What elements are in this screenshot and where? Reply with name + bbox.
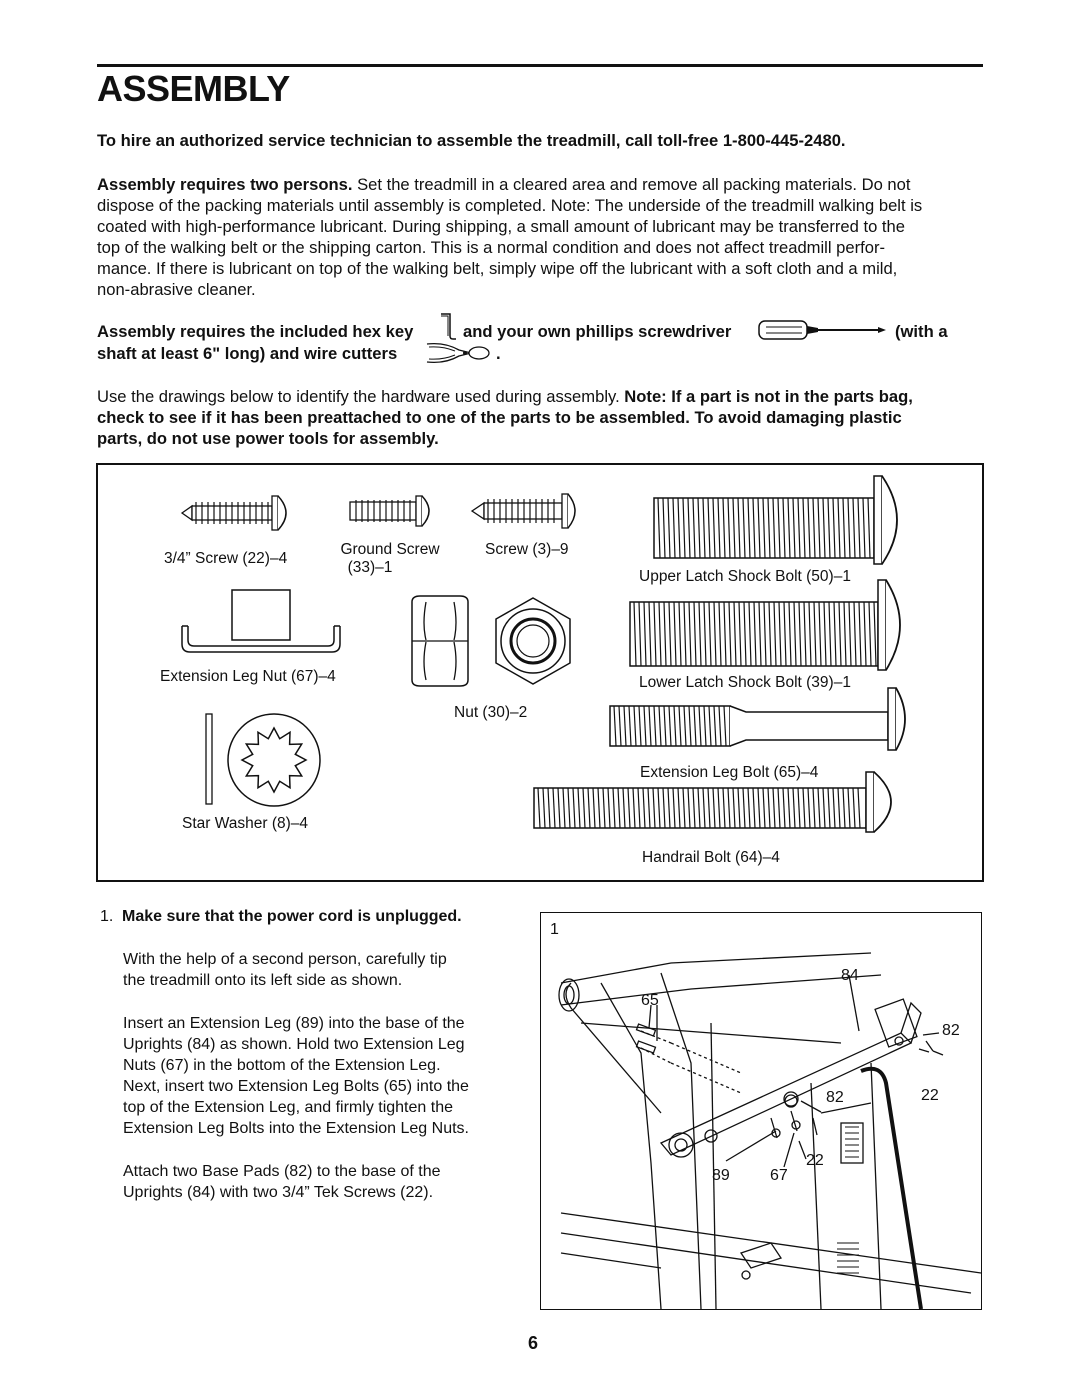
callout-82-center: 82: [826, 1089, 844, 1106]
step1-number: 1.: [100, 908, 114, 925]
step1-para1-line2: the treadmill onto its left side as shown.: [123, 972, 403, 989]
label-handrail-bolt: Handrail Bolt (64)–4: [642, 849, 780, 866]
screwdriver-icon: [758, 318, 888, 344]
callout-82-right: 82: [942, 1022, 960, 1039]
service-line: To hire an authorized service technician to assemble the treadmill, call toll-free 1-800-445-2480.: [97, 131, 846, 150]
nut-side-icon: [410, 594, 472, 690]
ext-leg-bolt-icon: [606, 686, 911, 752]
upper-latch-bolt-icon: [650, 474, 910, 566]
step1-para3-line1: Attach two Base Pads (82) to the base of the: [123, 1163, 441, 1180]
drawings-paragraph: [97, 386, 983, 449]
wire-cutters-icon: [425, 340, 493, 366]
label-ext-leg-bolt: Extension Leg Bolt (65)–4: [640, 764, 819, 781]
label-ground-screw-1: Ground Screw: [340, 541, 440, 558]
persons-paragraph: [97, 174, 983, 300]
drawings-line-1: [97, 386, 983, 407]
handrail-bolt-icon: [530, 770, 910, 834]
step1-para2-line6: Extension Leg Bolts into the Extension Leg Nuts.: [123, 1120, 469, 1137]
step1-para2: [123, 1013, 469, 1139]
tools-text-1: Assembly requires the included hex key: [97, 322, 414, 341]
screw-3-icon: [470, 490, 585, 532]
step1-heading: Make sure that the power cord is unplugged.: [122, 908, 462, 925]
callout-67: 67: [770, 1167, 788, 1184]
persons-line-3: coated with high-performance lubricant. During shipping, a small amount of lubricant may be transferred to the: [97, 217, 905, 236]
label-nut: Nut (30)–2: [454, 704, 528, 721]
drawings-bold: Note: If a part is not in the parts bag,: [624, 387, 913, 406]
callout-84: 84: [841, 967, 859, 984]
step1-para2-line2: Uprights (84) as shown. Hold two Extension Leg: [123, 1036, 465, 1053]
step1-para3: [123, 1161, 441, 1203]
page-number: 6: [528, 1333, 539, 1353]
persons-line-4: top of the walking belt or the shipping carton. This is a normal condition and does not affect treadmill perfor-: [97, 238, 886, 257]
persons-line-6: non-abrasive cleaner.: [97, 280, 256, 299]
callout-89: 89: [712, 1167, 730, 1184]
label-upper-latch: Upper Latch Shock Bolt (50)–1: [639, 568, 851, 585]
persons-line-1: [97, 174, 983, 195]
treadmill-diagram-illustration: [541, 913, 981, 1309]
nut-front-icon: [488, 596, 578, 686]
step1-para3-line2: Uprights (84) with two 3/4” Tek Screws (22).: [123, 1184, 434, 1201]
label-ext-leg-nut: Extension Leg Nut (67)–4: [160, 668, 336, 685]
label-screw-3: Screw (3)–9: [485, 541, 569, 558]
star-washer-icon: [200, 710, 320, 810]
step1-para2-line1: Insert an Extension Leg (89) into the base of the: [123, 1015, 465, 1032]
lower-latch-bolt-icon: [626, 578, 912, 672]
step1-para2-line4: Next, insert two Extension Leg Bolts (65) into the: [123, 1078, 469, 1095]
page-title: ASSEMBLY: [97, 68, 290, 109]
drawings-plain: Use the drawings below to identify the hardware used during assembly.: [97, 387, 625, 406]
label-ground-screw-2: (33)–1: [347, 559, 393, 576]
callout-22-right: 22: [921, 1087, 939, 1104]
drawings-line-3: parts, do not use power tools for assembly.: [97, 429, 439, 448]
title-rule: [97, 64, 983, 67]
step1-para2-line3: Nuts (67) in the bottom of the Extension Leg.: [123, 1057, 441, 1074]
extension-leg-nut-icon: [180, 586, 345, 656]
tools-text-5: .: [496, 344, 501, 363]
label-lower-latch: Lower Latch Shock Bolt (39)–1: [639, 674, 851, 691]
callout-22-center: 22: [806, 1152, 824, 1169]
drawings-line-2: check to see if it has been preattached to one of the parts to be assembled. To avoid damaging plastic: [97, 408, 902, 427]
tools-text-3: (with a: [895, 322, 948, 341]
persons-bold: Assembly requires two persons.: [97, 175, 353, 194]
callout-65: 65: [641, 992, 659, 1009]
tools-text-2: and your own phillips screwdriver: [463, 322, 732, 341]
label-star-washer: Star Washer (8)–4: [182, 815, 309, 832]
hex-key-icon: [438, 312, 458, 340]
screw-34-icon: [180, 488, 300, 538]
diagram-step-label: 1: [550, 921, 559, 938]
step1-para1-line1: With the help of a second person, carefully tip: [123, 951, 447, 968]
ground-screw-icon: [348, 492, 438, 530]
label-screw-34: 3/4” Screw (22)–4: [164, 550, 288, 567]
persons-line-5: mance. If there is lubricant on top of the walking belt, simply wipe off the lubricant with a soft cloth and a mild,: [97, 259, 898, 278]
step1-para2-line5: top of the Extension Leg, and firmly tighten the: [123, 1099, 453, 1116]
step1-para1: [123, 949, 447, 991]
persons-line-2: dispose of the packing materials until assembly is completed. Note: The underside of the treadmill walking belt is: [97, 196, 923, 215]
persons-text-1: Set the treadmill in a cleared area and remove all packing materials. Do not: [352, 175, 911, 194]
tools-text-4: shaft at least 6" long) and wire cutters: [97, 344, 398, 363]
